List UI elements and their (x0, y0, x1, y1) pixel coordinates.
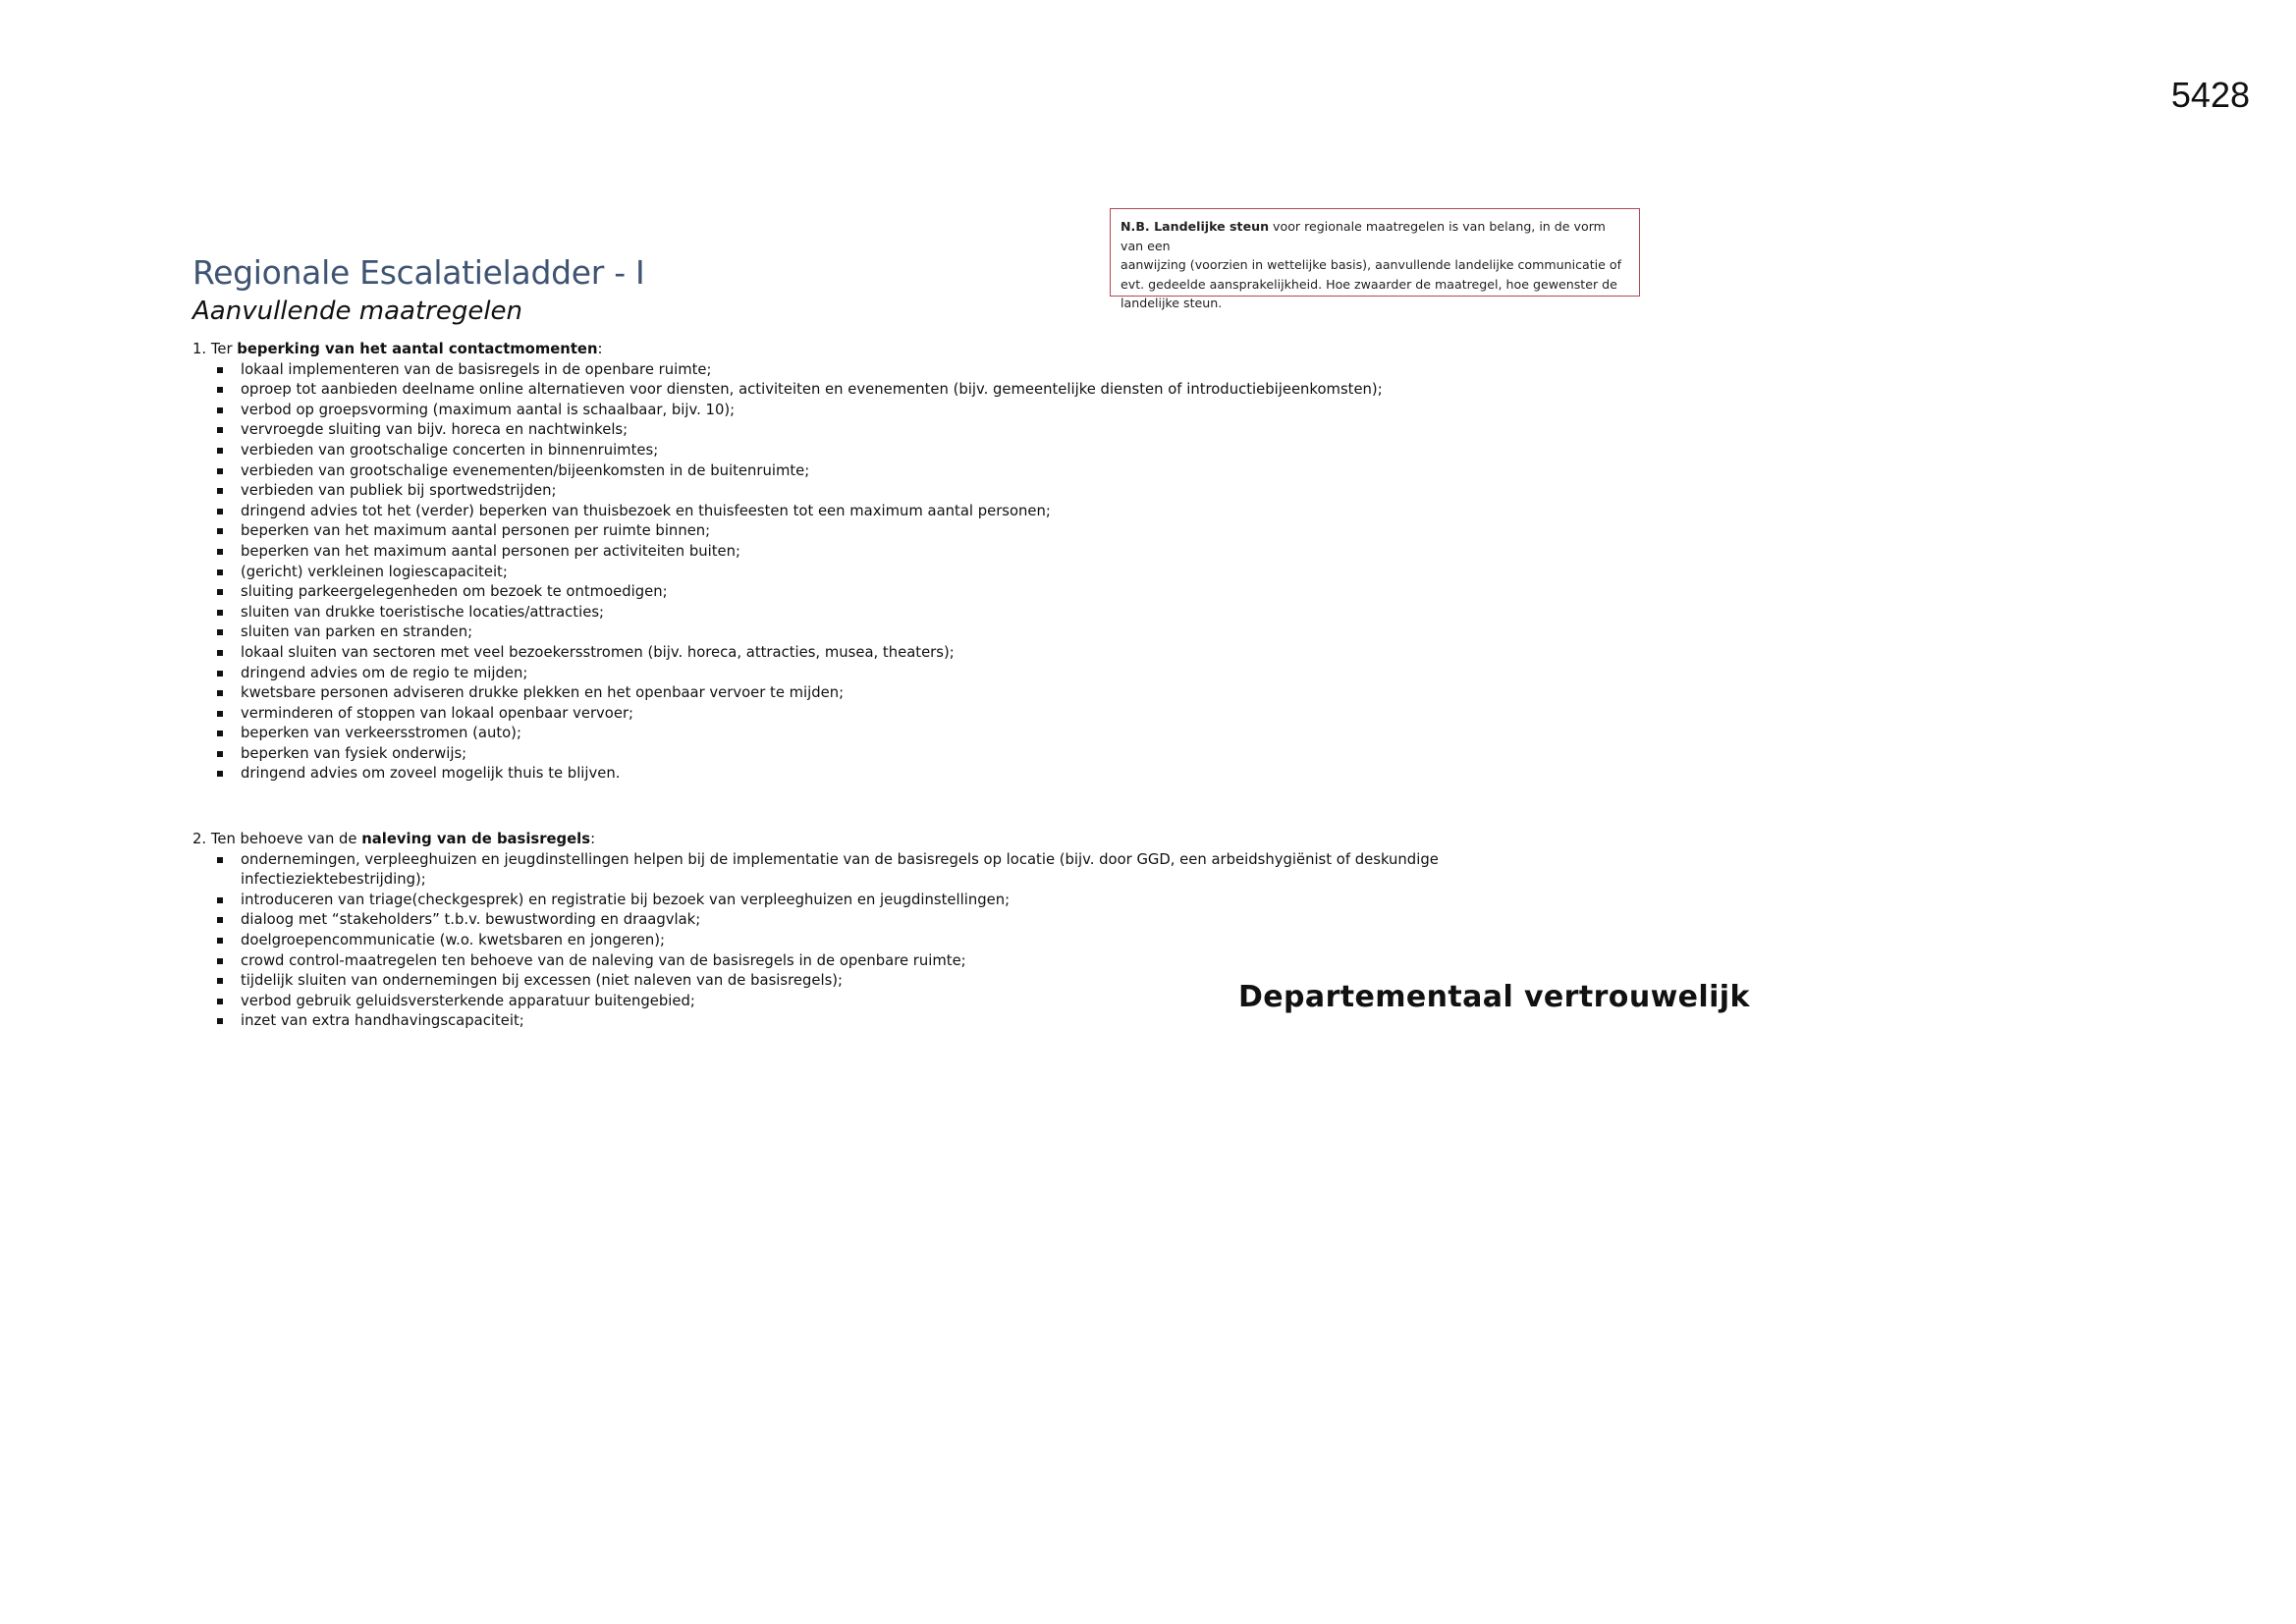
note-line-1 (1121, 217, 1629, 255)
note-line-2: aanwijzing (voorzien in wettelijke basis), aanvullende landelijke communicatie of (1121, 257, 1622, 272)
list-item: sluiten van drukke toeristische locaties/attracties; (241, 603, 1383, 623)
note-line-4: landelijke steun. (1121, 296, 1223, 310)
list-item: dringend advies om de regio te mijden; (241, 664, 1383, 684)
list-item: beperken van fysiek onderwijs; (241, 744, 1383, 765)
list-item: kwetsbare personen adviseren drukke plekken en het openbaar vervoer te mijden; (241, 683, 1383, 704)
list-item: verbieden van publiek bij sportwedstrijden; (241, 481, 1383, 502)
list-item: vervroegde sluiting van bijv. horeca en nachtwinkels; (241, 420, 1383, 441)
list-item: dringend advies tot het (verder) beperken van thuisbezoek en thuisfeesten tot een maximum aantal personen; (241, 502, 1383, 522)
list-item: verbod gebruik geluidsversterkende apparatuur buitengebied; (241, 992, 1439, 1012)
list-item: verbod op groepsvorming (maximum aantal is schaalbaar, bijv. 10); (241, 401, 1383, 421)
list-item: crowd control-maatregelen ten behoeve van de naleving van de basisregels in de openbare ruimte; (241, 951, 1439, 972)
section-heading-suffix: : (597, 341, 603, 357)
list-item: lokaal implementeren van de basisregels in de openbare ruimte; (241, 360, 1383, 381)
section-heading-prefix: 1. Ter (192, 341, 238, 357)
list-item: beperken van het maximum aantal personen per ruimte binnen; (241, 521, 1383, 542)
list-item-continuation: infectieziektebestrijding); (241, 871, 426, 889)
list-item: tijdelijk sluiten van ondernemingen bij excessen (niet naleven van de basisregels); (241, 971, 1439, 992)
section-heading-suffix: : (590, 831, 596, 847)
list-item: lokaal sluiten van sectoren met veel bezoekersstromen (bijv. horeca, attracties, musea, theaters); (241, 643, 1383, 664)
section-heading-bold: beperking van het aantal contactmomenten (237, 341, 598, 357)
measures-list (192, 360, 1383, 785)
section-heading-prefix: 2. Ten behoeve van de (192, 831, 362, 847)
list-item: beperken van verkeersstromen (auto); (241, 724, 1383, 744)
list-item: (gericht) verkleinen logiescapaciteit; (241, 563, 1383, 583)
note-line-3: evt. gedeelde aansprakelijkheid. Hoe zwaarder de maatregel, hoe gewenster de (1121, 276, 1617, 292)
page-title: Regionale Escalatieladder - I (192, 253, 645, 292)
list-item: introduceren van triage(checkgesprek) en registratie bij bezoek van verpleeghuizen en jeugdinstellingen; (241, 891, 1439, 911)
list-item: beperken van het maximum aantal personen per activiteiten buiten; (241, 542, 1383, 563)
section-heading (192, 830, 1439, 850)
note-bold-lead: N.B. Landelijke steun (1121, 219, 1270, 234)
list-item: verbieden van grootschalige evenementen/bijeenkomsten in de buitenruimte; (241, 461, 1383, 482)
list-item: ondernemingen, verpleeghuizen en jeugdinstellingen helpen bij de implementatie van de basisregels op locatie (bijv. door GGD, een arbeidshygiënist of deskundige (241, 850, 1439, 871)
list-item: dringend advies om zoveel mogelijk thuis te blijven. (241, 764, 1383, 785)
list-item: doelgroepencommunicatie (w.o. kwetsbaren en jongeren); (241, 931, 1439, 951)
section-heading-bold: naleving van de basisregels (361, 831, 591, 847)
list-item: dialoog met “stakeholders” t.b.v. bewustwording en draagvlak; (241, 910, 1439, 931)
list-item: sluiten van parken en stranden; (241, 623, 1383, 643)
list-item: oproep tot aanbieden deelname online alternatieven voor diensten, activiteiten en evenementen (bijv. gemeentelijke diensten of introductiebijeenkomsten); (241, 380, 1383, 401)
list-item: inzet van extra handhavingscapaciteit; (241, 1011, 1439, 1032)
list-item: verbieden van grootschalige concerten in binnenruimtes; (241, 441, 1383, 461)
confidential-watermark: Departementaal vertrouwelijk (1238, 980, 1750, 1014)
list-item: verminderen of stoppen van lokaal openbaar vervoer; (241, 704, 1383, 725)
note-line-1-text: voor regionale maatregelen is van belang, in de vorm van een (1121, 219, 1606, 253)
section-contact-moments (192, 340, 1383, 785)
list-item: sluiting parkeergelegenheden om bezoek te ontmoedigen; (241, 582, 1383, 603)
note-box (1110, 208, 1640, 310)
page-subtitle: Aanvullende maatregelen (192, 297, 523, 326)
section-heading (192, 340, 1383, 360)
page-number: 5428 (2170, 75, 2250, 115)
